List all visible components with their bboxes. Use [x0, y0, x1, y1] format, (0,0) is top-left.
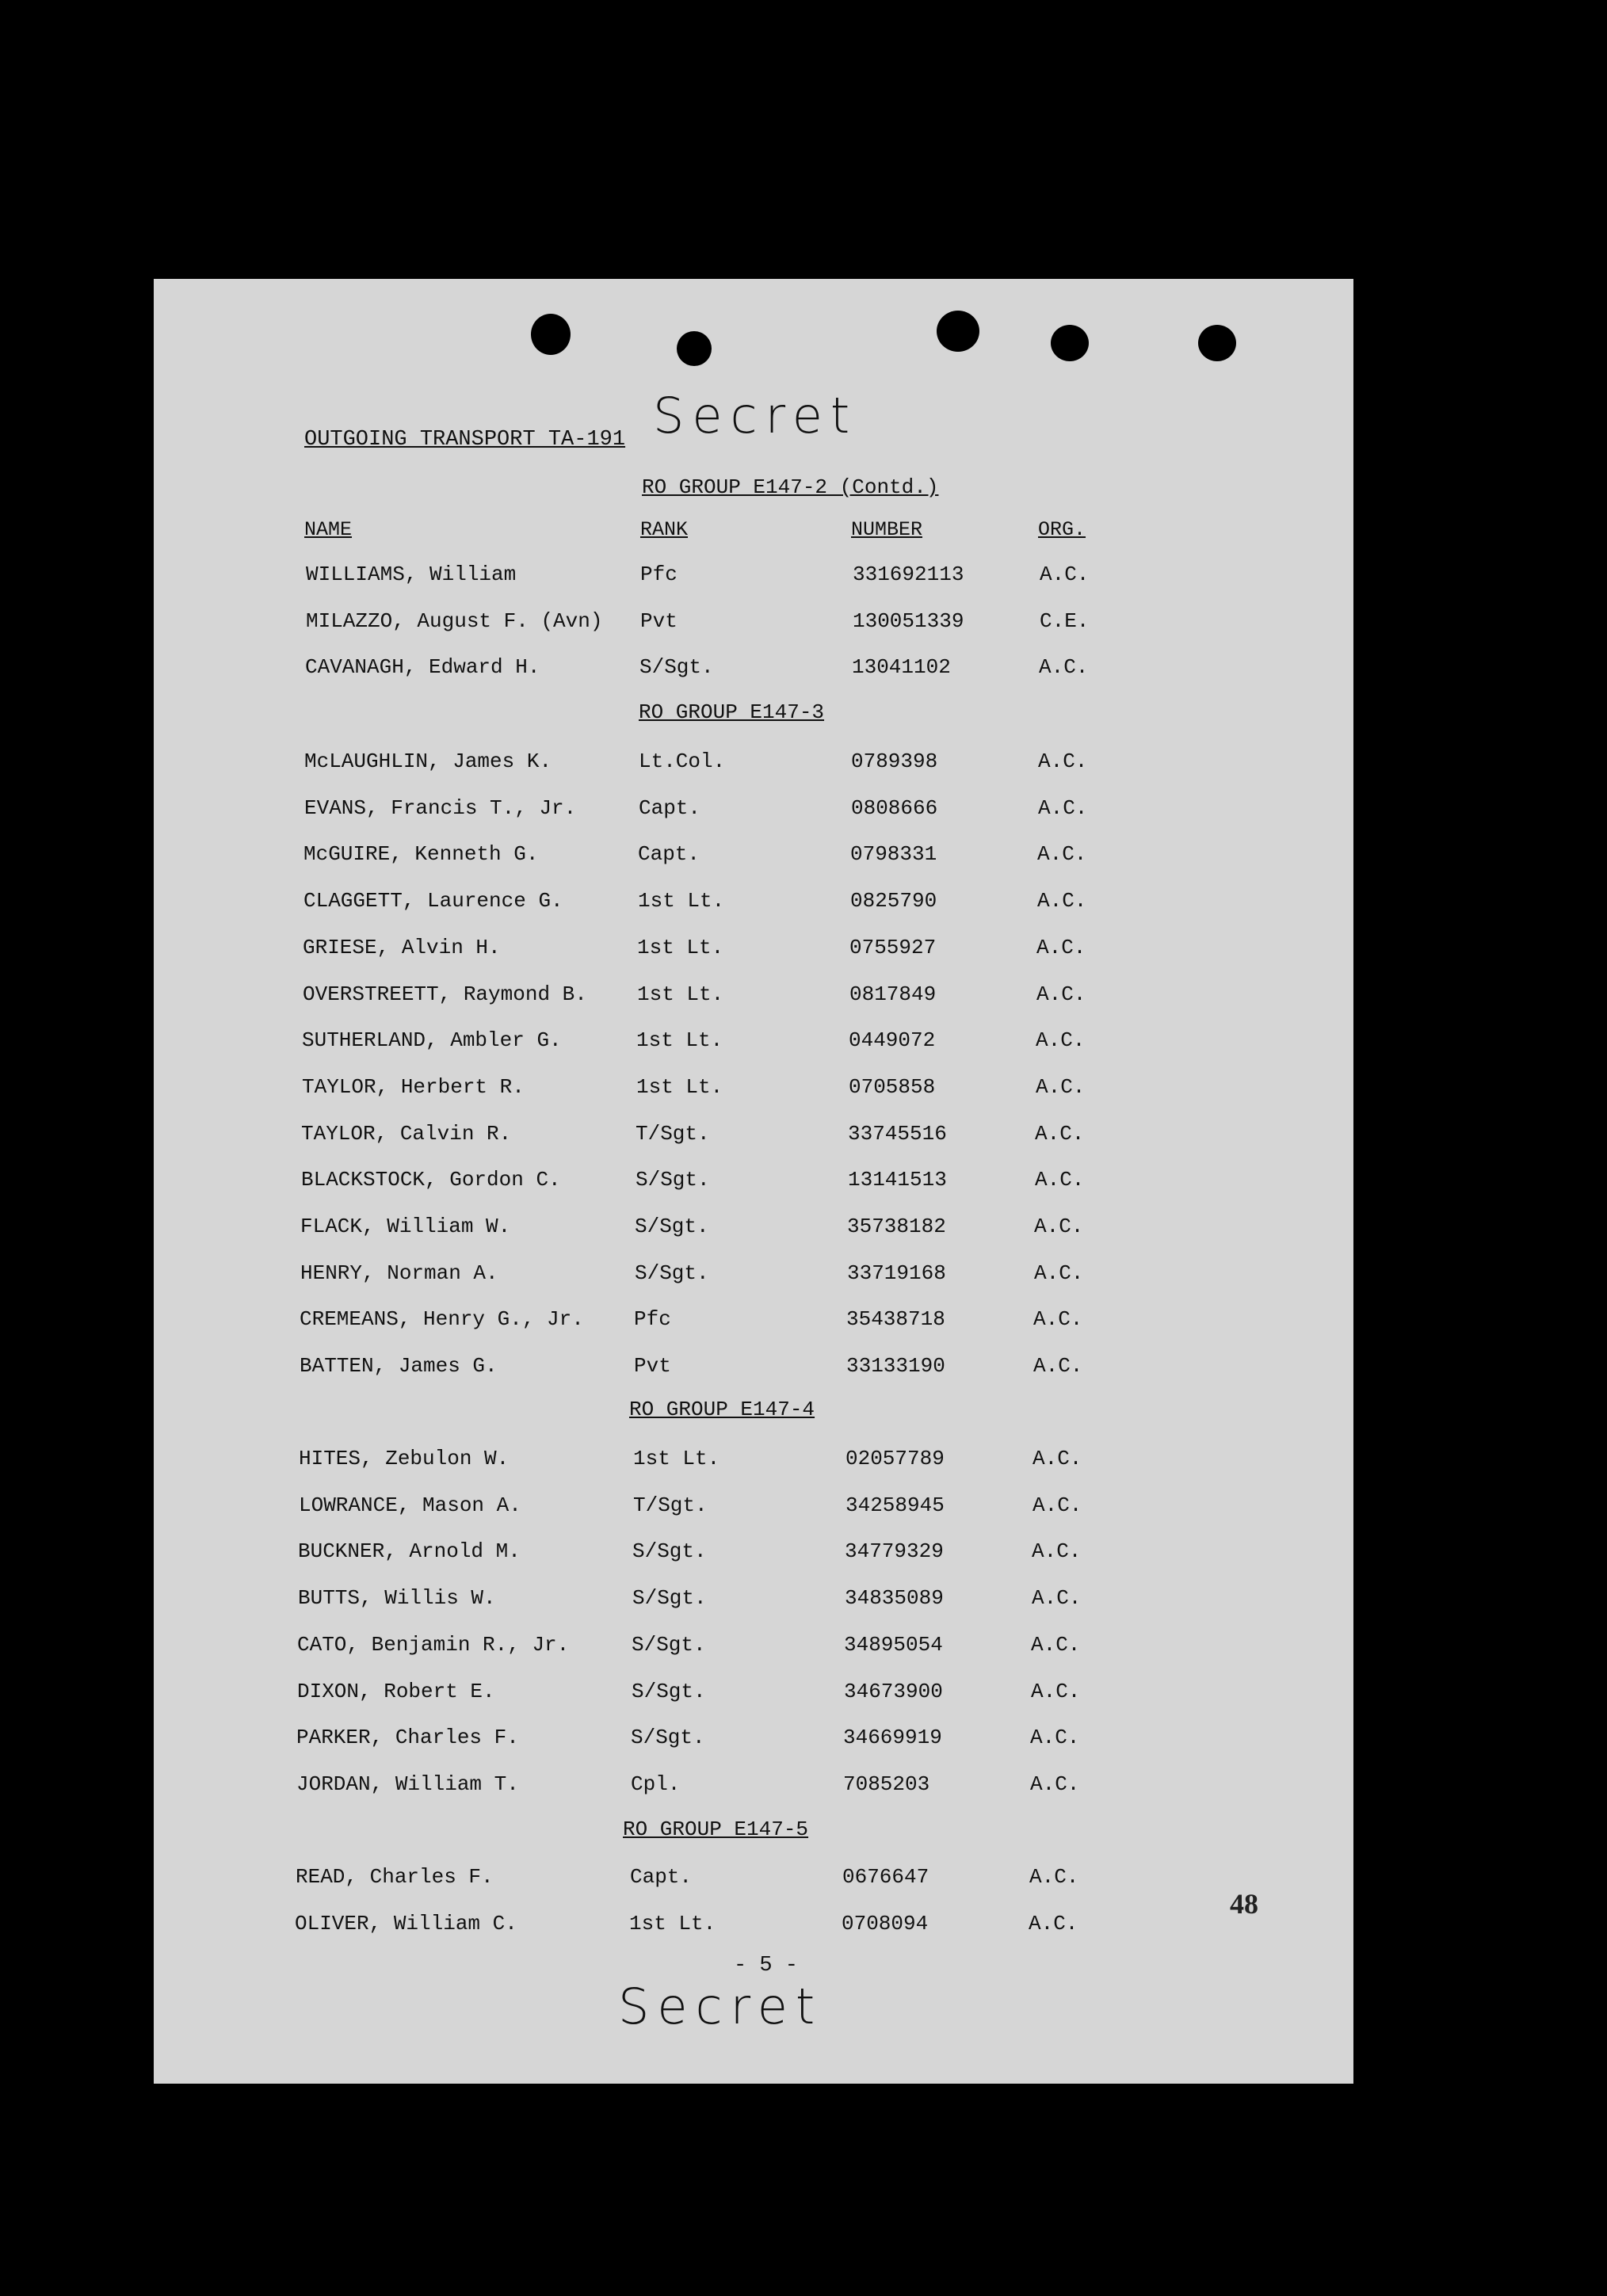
cell-name: HENRY, Norman A. [300, 1261, 498, 1285]
table-row [154, 982, 1353, 1014]
cell-number: 0755927 [849, 935, 937, 959]
cell-name: CLAGGETT, Laurence G. [303, 889, 563, 913]
table-row [154, 1261, 1353, 1293]
table-row [154, 1586, 1353, 1618]
cell-rank: Capt. [638, 842, 700, 867]
table-row [154, 563, 1353, 594]
table-row [154, 1633, 1353, 1665]
cell-number: 35738182 [847, 1215, 946, 1238]
cell-rank: 1st Lt. [638, 889, 725, 913]
cell-org: A.C. [1034, 1261, 1084, 1285]
cell-number: 13141513 [848, 1168, 947, 1192]
cell-number: 34835089 [845, 1586, 944, 1611]
cell-name: GRIESE, Alvin H. [303, 935, 501, 959]
cell-org: A.C. [1036, 1028, 1086, 1053]
cell-rank: Pvt [634, 1354, 671, 1379]
cell-org: A.C. [1031, 1632, 1081, 1657]
cell-rank: S/Sgt. [636, 1168, 710, 1192]
cell-rank: 1st Lt. [636, 1074, 723, 1099]
table-row [154, 749, 1353, 781]
column-header-number: NUMBER [851, 518, 923, 541]
cell-rank: Cpl. [631, 1772, 681, 1796]
table-row [154, 1539, 1353, 1571]
cell-rank: T/Sgt. [633, 1493, 708, 1517]
cell-rank: Pfc [640, 563, 678, 586]
cell-org: A.C. [1033, 1493, 1082, 1517]
table-row [154, 1772, 1353, 1804]
cell-number: 34669919 [843, 1726, 942, 1750]
table-row [154, 1912, 1353, 1943]
cell-rank: S/Sgt. [639, 655, 714, 680]
cell-org: A.C. [1035, 1168, 1085, 1192]
cell-name: BUTTS, Willis W. [298, 1586, 496, 1611]
cell-name: McGUIRE, Kenneth G. [303, 842, 539, 867]
cell-rank: 1st Lt. [633, 1447, 720, 1470]
cell-number: 0798331 [850, 842, 937, 867]
cell-number: 35438718 [846, 1307, 945, 1332]
cell-rank: T/Sgt. [636, 1121, 710, 1146]
personnel-roster [154, 279, 1353, 2084]
cell-org: A.C. [1038, 749, 1088, 773]
cell-name: FLACK, William W. [300, 1215, 511, 1238]
cell-name: TAYLOR, Herbert R. [302, 1074, 525, 1099]
cell-number: 0449072 [849, 1028, 936, 1053]
cell-number: 33719168 [847, 1261, 946, 1285]
cell-org: A.C. [1032, 1586, 1082, 1611]
cell-rank: Pfc [634, 1307, 671, 1332]
table-row [154, 889, 1353, 921]
cell-number: 34258945 [845, 1493, 945, 1517]
document-page [154, 279, 1353, 2084]
cell-number: 0817849 [849, 982, 937, 1006]
cell-number: 34673900 [844, 1679, 943, 1703]
cell-org: A.C. [1032, 1539, 1082, 1564]
page-number: - 5 - [734, 1954, 799, 1978]
table-row [154, 842, 1353, 874]
table-row [154, 796, 1353, 828]
cell-rank: 1st Lt. [637, 935, 724, 959]
table-row [154, 1680, 1353, 1711]
handwritten-annotation-bottom: Secret [618, 1978, 823, 2035]
folio-number: 48 [1230, 1888, 1258, 1920]
cell-number: 0676647 [842, 1865, 929, 1889]
table-row [154, 936, 1353, 967]
cell-org: A.C. [1038, 795, 1088, 820]
table-row [154, 1493, 1353, 1525]
table-row [154, 1726, 1353, 1757]
group-heading: RO GROUP E147-5 [623, 1817, 809, 1841]
cell-name: HITES, Zebulon W. [299, 1447, 510, 1470]
cell-number: 34779329 [845, 1539, 944, 1564]
cell-rank: Pvt [640, 608, 678, 633]
table-row [154, 1075, 1353, 1107]
cell-rank: S/Sgt. [632, 1586, 707, 1611]
cell-number: 02057789 [845, 1447, 945, 1470]
table-row [154, 1354, 1353, 1386]
cell-name: CREMEANS, Henry G., Jr. [300, 1307, 584, 1332]
cell-org: A.C. [1033, 1354, 1083, 1379]
table-row [154, 1122, 1353, 1154]
cell-name: CATO, Benjamin R., Jr. [297, 1632, 570, 1657]
cell-name: BUCKNER, Arnold M. [298, 1539, 521, 1564]
group-heading: RO GROUP E147-2 (Contd.) [642, 475, 939, 499]
cell-org: A.C. [1034, 1215, 1084, 1238]
cell-org: A.C. [1031, 1679, 1081, 1703]
cell-name: PARKER, Charles F. [296, 1726, 519, 1750]
cell-name: LOWRANCE, Mason A. [299, 1493, 521, 1517]
column-header-name: NAME [304, 518, 353, 541]
cell-name: JORDAN, William T. [296, 1772, 519, 1796]
column-header-rank: RANK [640, 518, 689, 541]
group-heading: RO GROUP E147-3 [639, 700, 825, 724]
cell-name: EVANS, Francis T., Jr. [304, 795, 577, 820]
cell-org: A.C. [1037, 889, 1087, 913]
cell-rank: S/Sgt. [635, 1215, 709, 1238]
cell-number: 0708094 [842, 1911, 929, 1936]
handwritten-annotation-top: Secret [653, 387, 858, 444]
cell-name: OVERSTREETT, Raymond B. [303, 982, 587, 1006]
cell-org: A.C. [1036, 982, 1086, 1006]
table-row [154, 1168, 1353, 1199]
cell-rank: S/Sgt. [632, 1679, 706, 1703]
cell-rank: 1st Lt. [636, 1028, 723, 1053]
cell-name: WILLIAMS, William [306, 563, 517, 586]
cell-org: C.E. [1040, 608, 1090, 633]
cell-name: MILAZZO, August F. (Avn) [306, 608, 603, 633]
cell-number: 7085203 [843, 1772, 930, 1796]
cell-org: A.C. [1030, 1772, 1080, 1796]
cell-rank: Capt. [639, 795, 701, 820]
cell-number: 33133190 [846, 1354, 945, 1379]
column-header-org: ORG. [1038, 518, 1086, 541]
cell-name: CAVANAGH, Edward H. [305, 655, 540, 680]
cell-number: 0705858 [849, 1074, 936, 1099]
cell-name: McLAUGHLIN, James K. [304, 749, 552, 773]
cell-number: 0789398 [851, 749, 938, 773]
cell-rank: Lt.Col. [639, 749, 726, 773]
cell-rank: S/Sgt. [632, 1539, 707, 1564]
cell-org: A.C. [1029, 1865, 1079, 1889]
cell-number: 13041102 [852, 655, 951, 680]
table-row [154, 1447, 1353, 1478]
cell-org: A.C. [1029, 1911, 1078, 1936]
cell-org: A.C. [1036, 935, 1086, 959]
cell-name: TAYLOR, Calvin R. [301, 1121, 512, 1146]
cell-rank: 1st Lt. [637, 982, 724, 1006]
table-row [154, 1307, 1353, 1339]
cell-rank: S/Sgt. [632, 1632, 706, 1657]
table-row [154, 1215, 1353, 1246]
cell-org: A.C. [1035, 1121, 1085, 1146]
cell-number: 0825790 [850, 889, 937, 913]
cell-name: DIXON, Robert E. [297, 1679, 495, 1703]
cell-org: A.C. [1040, 563, 1090, 586]
cell-org: A.C. [1037, 842, 1087, 867]
cell-number: 0808666 [851, 795, 938, 820]
cell-rank: 1st Lt. [629, 1911, 716, 1936]
cell-name: BATTEN, James G. [300, 1354, 498, 1379]
table-row [154, 655, 1353, 687]
cell-number: 34895054 [844, 1632, 943, 1657]
table-row [154, 1028, 1353, 1060]
cell-rank: Capt. [630, 1865, 693, 1889]
document-title: OUTGOING TRANSPORT TA-191 [304, 428, 626, 452]
table-row [154, 609, 1353, 641]
cell-number: 33745516 [848, 1121, 947, 1146]
cell-org: A.C. [1033, 1307, 1083, 1332]
cell-number: 331692113 [853, 563, 964, 586]
cell-name: SUTHERLAND, Ambler G. [302, 1028, 562, 1053]
table-row [154, 1865, 1353, 1897]
group-heading: RO GROUP E147-4 [629, 1398, 815, 1421]
cell-name: READ, Charles F. [296, 1865, 494, 1889]
cell-name: OLIVER, William C. [295, 1911, 517, 1936]
cell-org: A.C. [1033, 1447, 1082, 1470]
cell-rank: S/Sgt. [631, 1726, 705, 1750]
cell-rank: S/Sgt. [635, 1261, 709, 1285]
cell-name: BLACKSTOCK, Gordon C. [301, 1168, 561, 1192]
cell-org: A.C. [1030, 1726, 1080, 1750]
cell-org: A.C. [1039, 655, 1089, 680]
cell-org: A.C. [1036, 1074, 1086, 1099]
cell-number: 130051339 [853, 608, 964, 633]
